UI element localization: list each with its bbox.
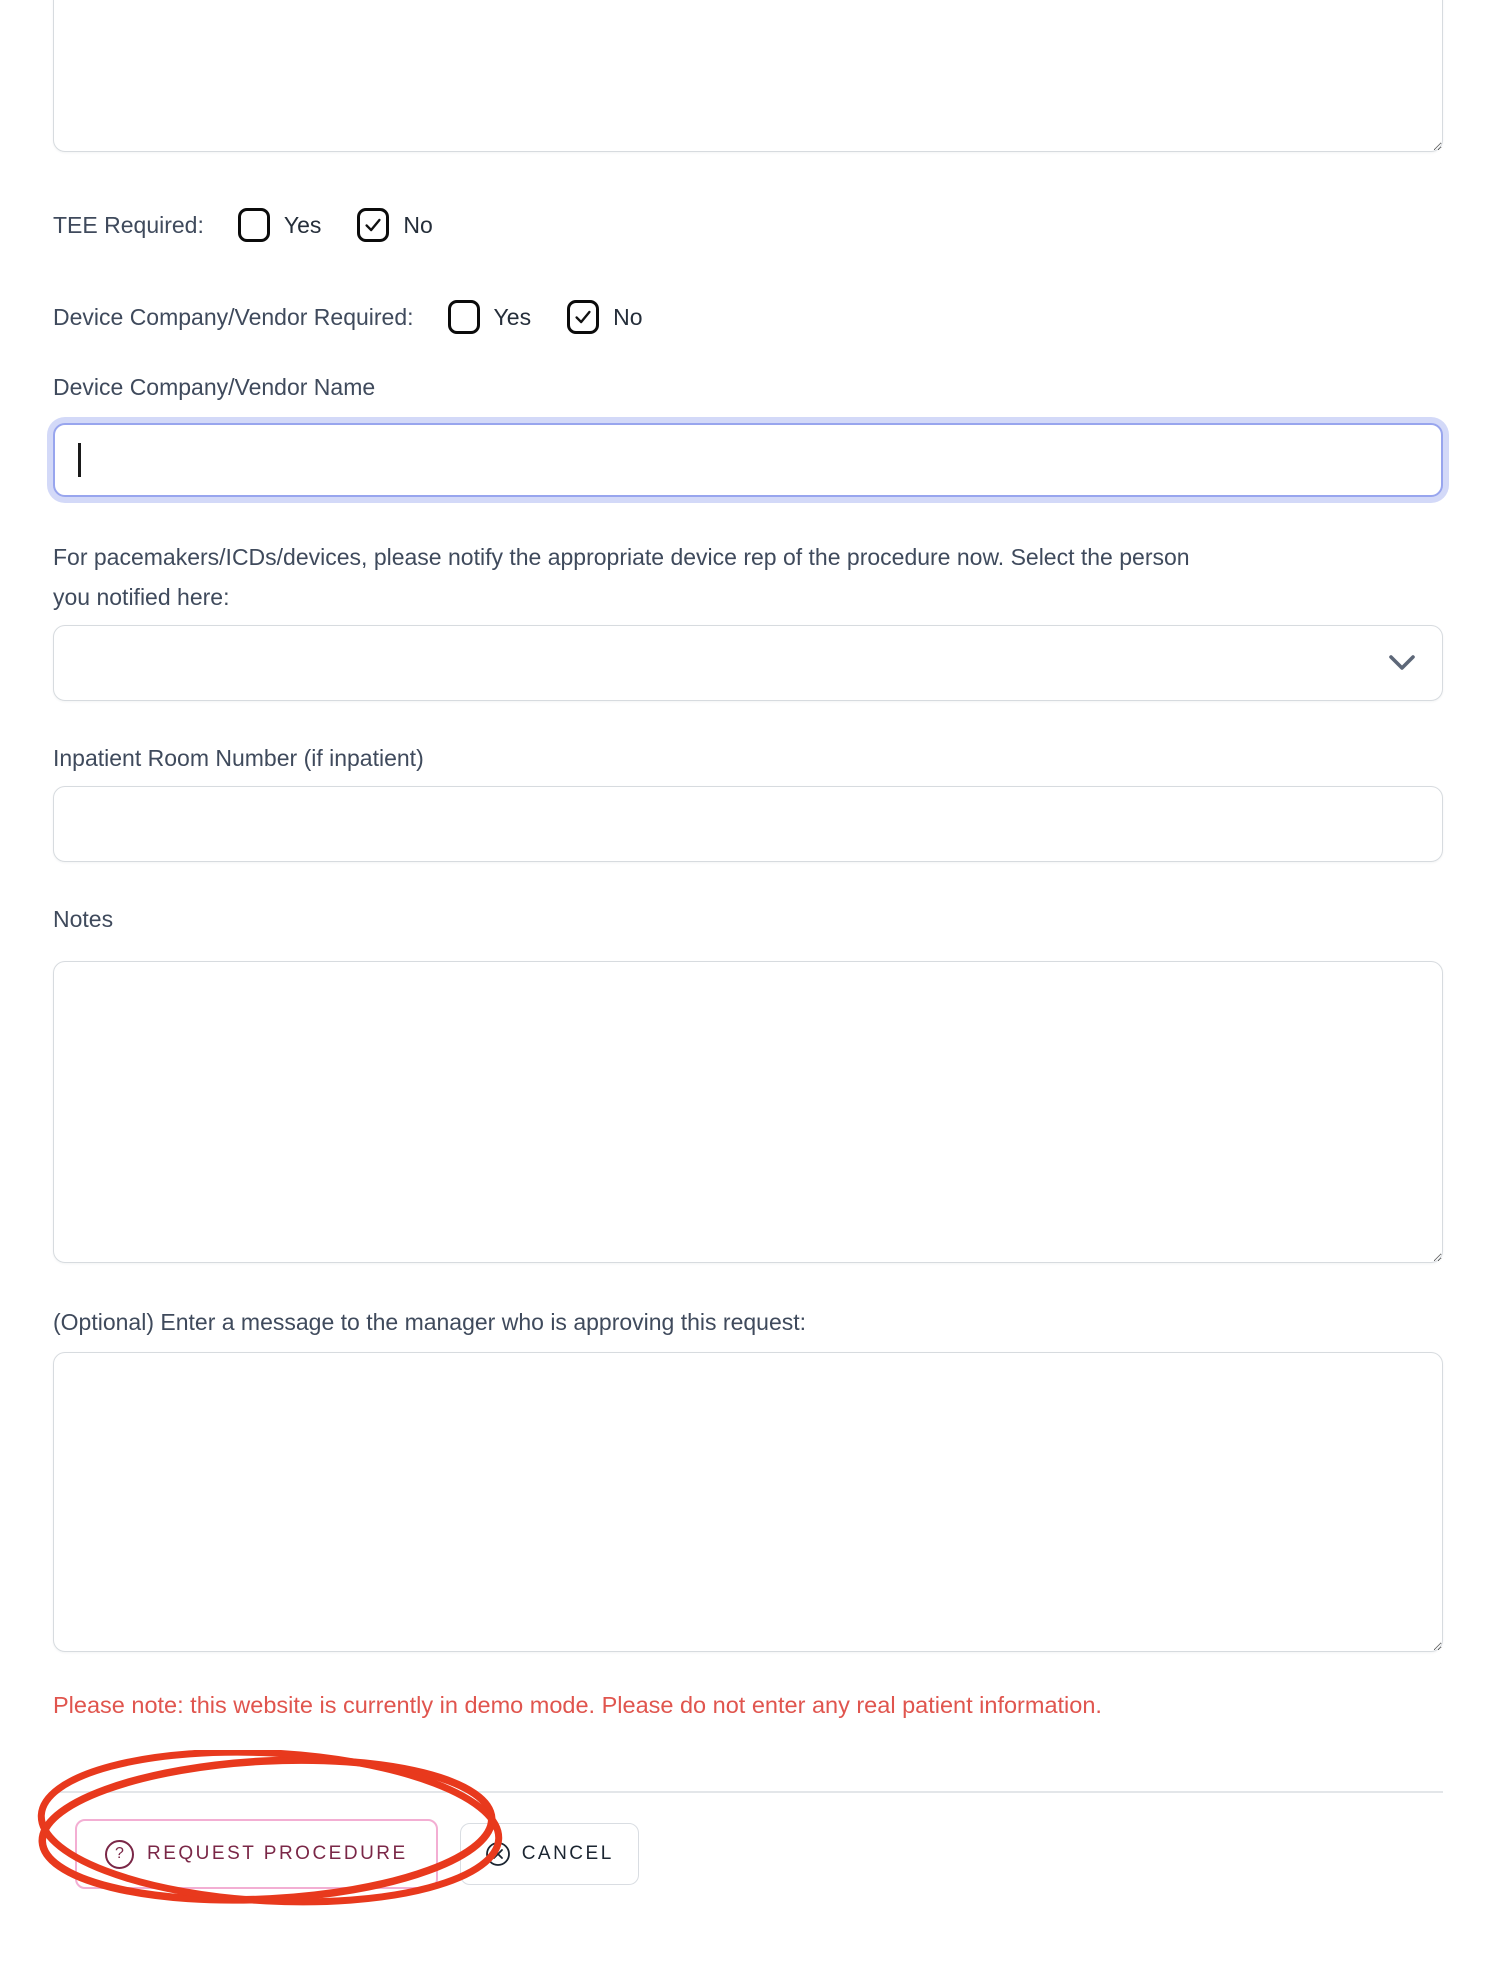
- checkmark-icon: [572, 306, 594, 328]
- manager-message-label: (Optional) Enter a message to the manager who is approving this request:: [53, 1309, 807, 1335]
- tee-yes-label: Yes: [283, 211, 322, 238]
- request-procedure-button[interactable]: [75, 1819, 438, 1889]
- tee-required-row: [53, 208, 1443, 242]
- form-actions: [53, 1819, 1443, 1889]
- device-rep-label: For pacemakers/ICDs/devices, please notify the appropriate device rep of the procedure now. Select the person you notified here:: [53, 544, 1190, 610]
- request-procedure-label: REQUEST PROCEDURE: [147, 1843, 408, 1864]
- cancel-label: CANCEL: [521, 1843, 614, 1864]
- vendor-no-label: No: [613, 303, 643, 330]
- notes-textarea[interactable]: [53, 961, 1443, 1263]
- vendor-name-input[interactable]: [53, 423, 1443, 497]
- chevron-down-icon: [1388, 654, 1416, 672]
- demo-mode-notice: Please note: this website is currently in demo mode. Please do not enter any real patient information.: [53, 1692, 1102, 1718]
- vendor-yes-label: Yes: [493, 303, 532, 330]
- room-number-input[interactable]: [53, 786, 1443, 862]
- tee-required-label: TEE Required:: [53, 211, 204, 238]
- tee-no-label: No: [403, 211, 433, 238]
- tee-yes-checkbox[interactable]: [238, 208, 270, 242]
- vendor-required-label: Device Company/Vendor Required:: [53, 303, 414, 330]
- cancel-button[interactable]: [460, 1823, 639, 1885]
- checkmark-icon: [362, 214, 384, 236]
- vendor-no-checkbox[interactable]: [567, 300, 599, 334]
- vendor-required-row: [53, 300, 1443, 334]
- vendor-name-field-wrap: [53, 423, 1443, 497]
- manager-message-textarea[interactable]: [53, 1352, 1443, 1652]
- vendor-name-label: Device Company/Vendor Name: [53, 374, 376, 400]
- question-icon: ?: [105, 1840, 134, 1869]
- text-caret: [78, 443, 81, 477]
- divider: [53, 1791, 1443, 1793]
- notes-label: Notes: [53, 906, 114, 932]
- room-number-label: Inpatient Room Number (if inpatient): [53, 745, 424, 771]
- top-notes-textarea[interactable]: [53, 0, 1443, 152]
- vendor-yes-checkbox[interactable]: [448, 300, 480, 334]
- device-rep-select[interactable]: [53, 625, 1443, 701]
- cancel-icon: [485, 1841, 511, 1867]
- tee-no-checkbox[interactable]: [357, 208, 389, 242]
